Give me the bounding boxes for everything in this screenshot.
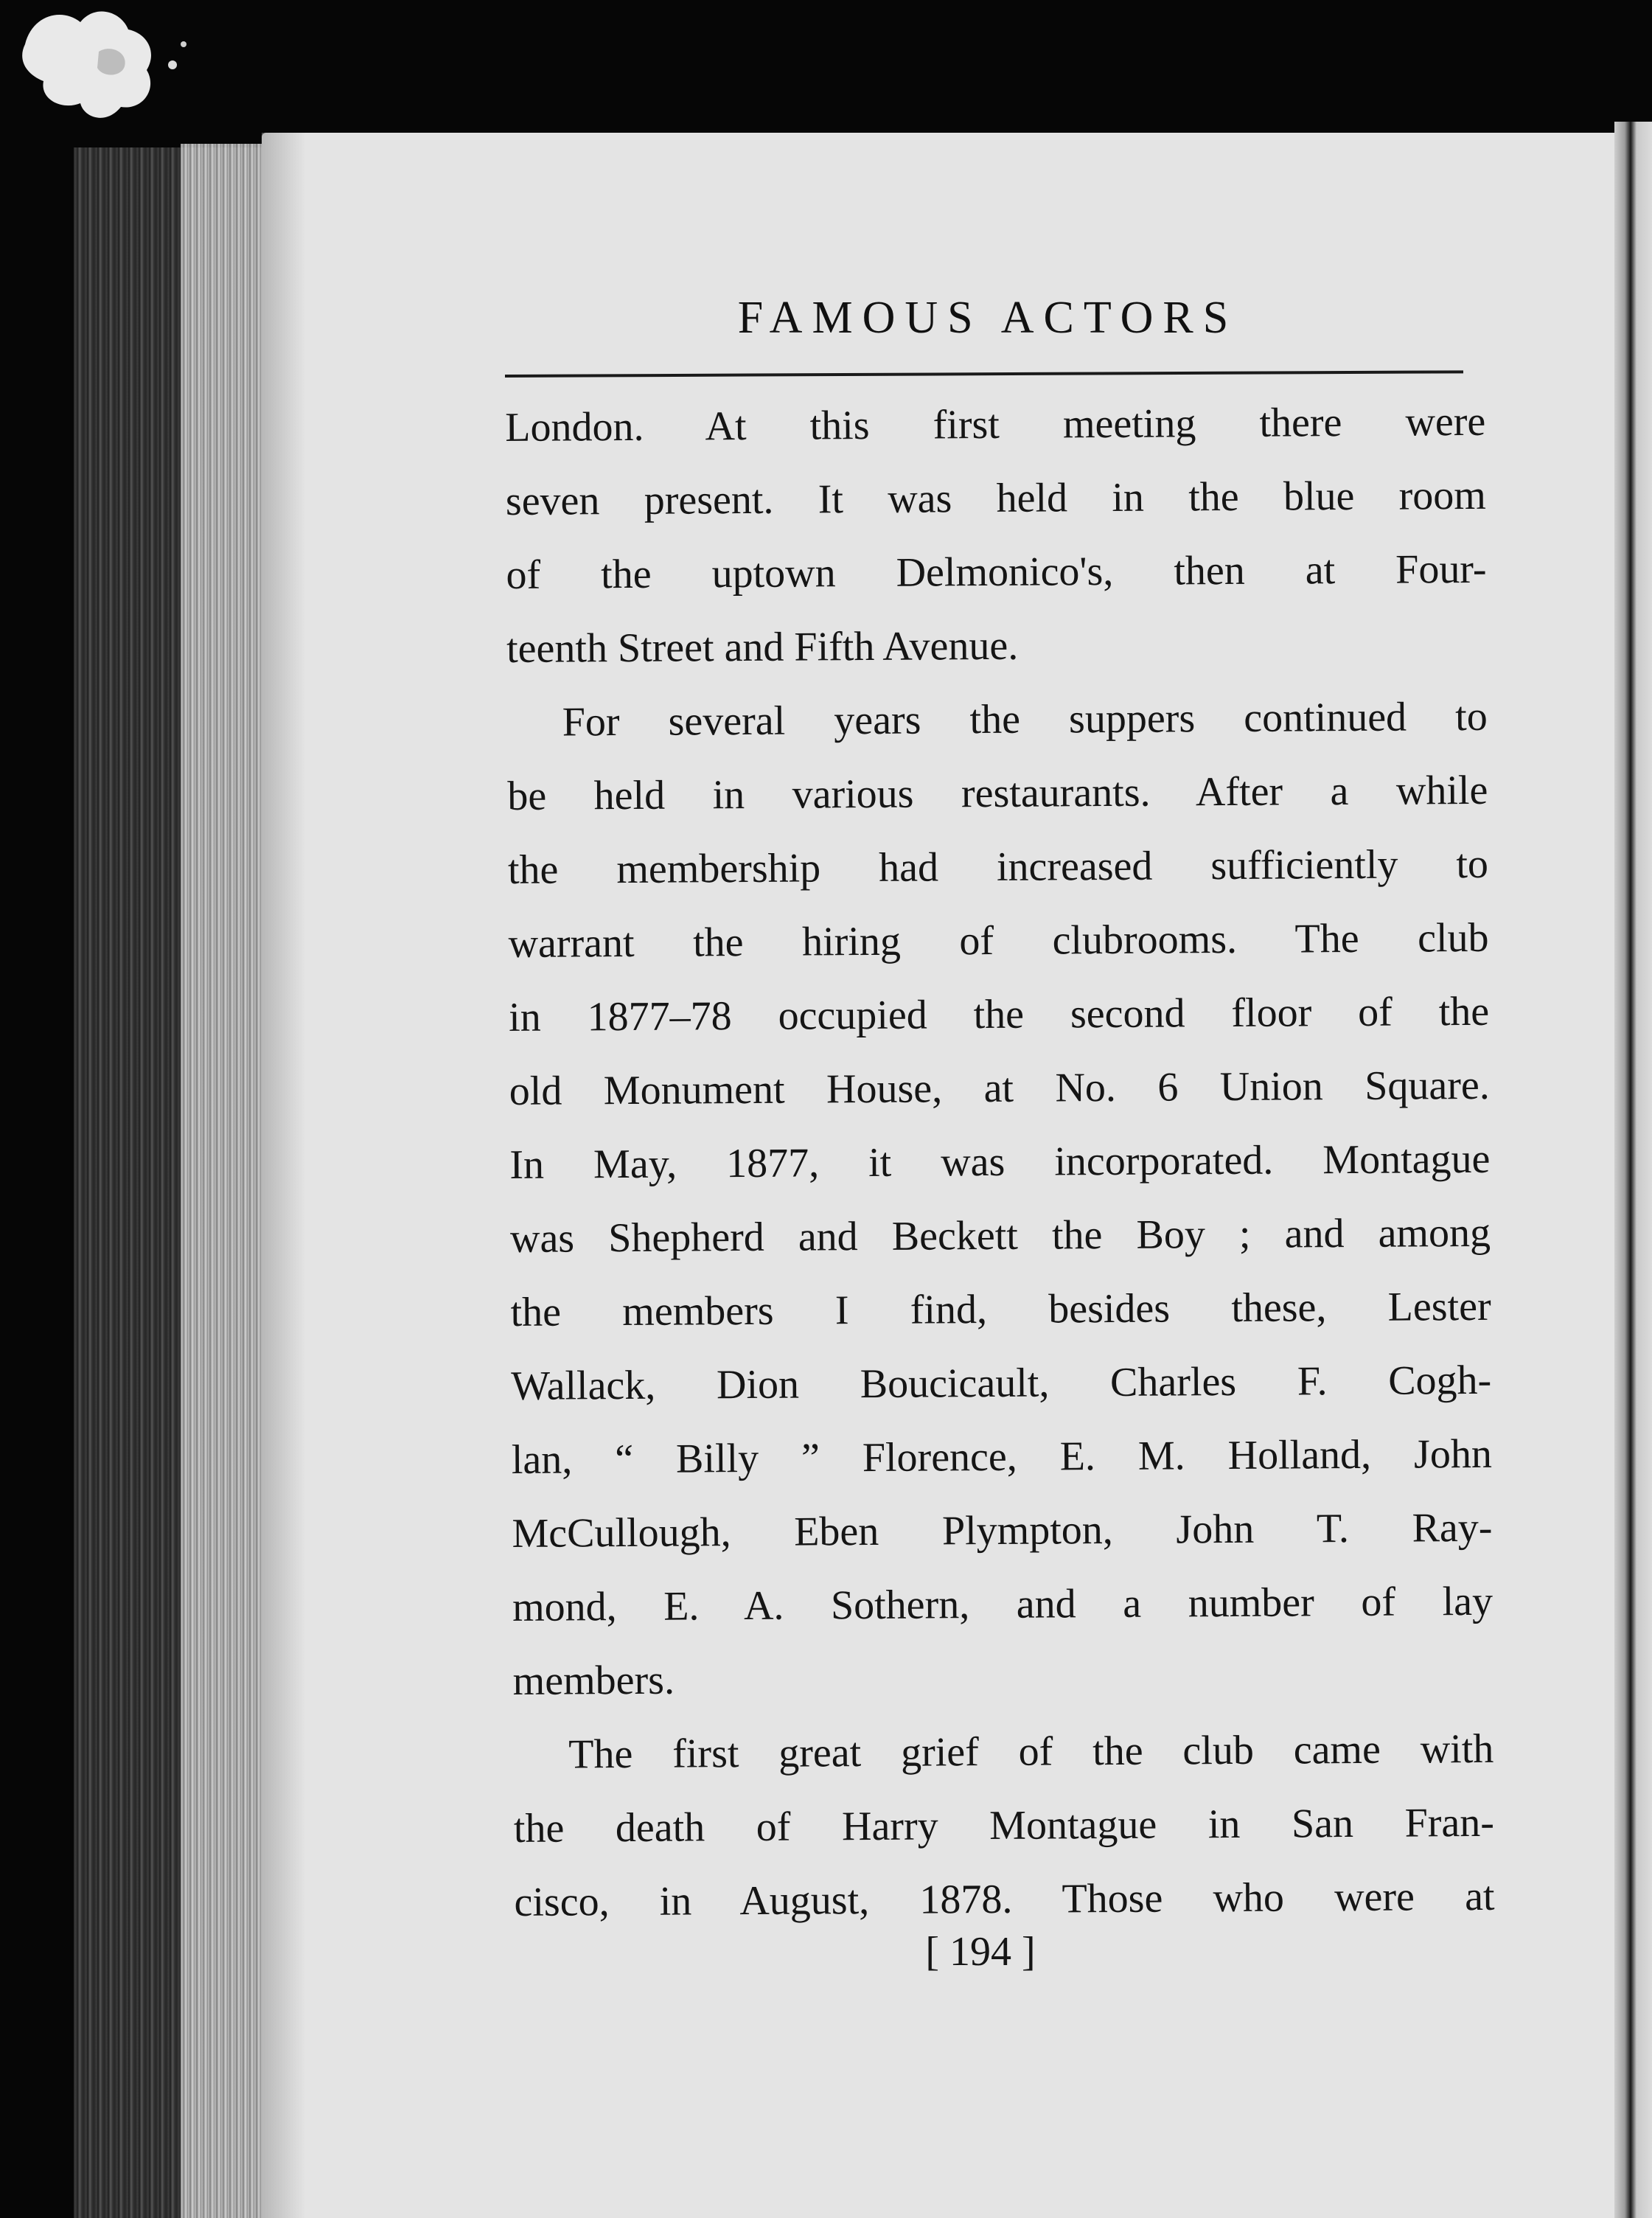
scan-debris-mark xyxy=(10,0,195,125)
text-line: members. xyxy=(512,1657,675,1704)
text-line: Wallack, Dion Boucicault, Charles F. Cogh- xyxy=(511,1357,1492,1409)
text-line: the membership had increased sufficiently to xyxy=(507,841,1489,893)
text-line: the death of Harry Montague in San Fran- xyxy=(513,1799,1495,1852)
text-line: For several years the suppers continued to xyxy=(562,693,1488,745)
text-line: in 1877–78 occupied the second floor of the xyxy=(509,988,1490,1040)
text-line: McCullough, Eben Plympton, John T. Ray- xyxy=(512,1504,1493,1557)
book-page-edges xyxy=(181,144,273,2218)
text-line: seven present. It was held in the blue room xyxy=(505,472,1487,524)
text-line: of the uptown Delmonico's, then at Four- xyxy=(506,546,1487,598)
text-line: In May, 1877, it was incorporated. Montague xyxy=(509,1136,1491,1188)
body-text xyxy=(505,385,1495,1939)
text-line: old Monument House, at No. 6 Union Square. xyxy=(509,1062,1490,1114)
text-line: mond, E. A. Sothern, and a number of lay xyxy=(512,1578,1494,1630)
text-line: was Shepherd and Beckett the Boy ; and among xyxy=(509,1209,1491,1262)
text-line: London. At this first meeting there were xyxy=(505,398,1486,451)
text-line: the members I find, besides these, Lester xyxy=(510,1283,1491,1335)
text-line: be held in various restaurants. After a while xyxy=(507,767,1488,819)
running-header: FAMOUS ACTORS xyxy=(737,293,1238,343)
text-line: The first great grief of the club came with xyxy=(568,1725,1494,1778)
text-line: cisco, in August, 1878. Those who were at xyxy=(514,1873,1495,1925)
book-gutter xyxy=(1614,122,1652,2218)
text-line: teenth Street and Fifth Avenue. xyxy=(506,622,1019,672)
page-number: [ 194 ] xyxy=(925,1929,1036,1975)
text-line: lan, “ Billy ” Florence, E. M. Holland, John xyxy=(511,1430,1493,1483)
page-shadow xyxy=(262,133,306,2218)
text-line: warrant the hiring of clubrooms. The club xyxy=(508,914,1489,967)
